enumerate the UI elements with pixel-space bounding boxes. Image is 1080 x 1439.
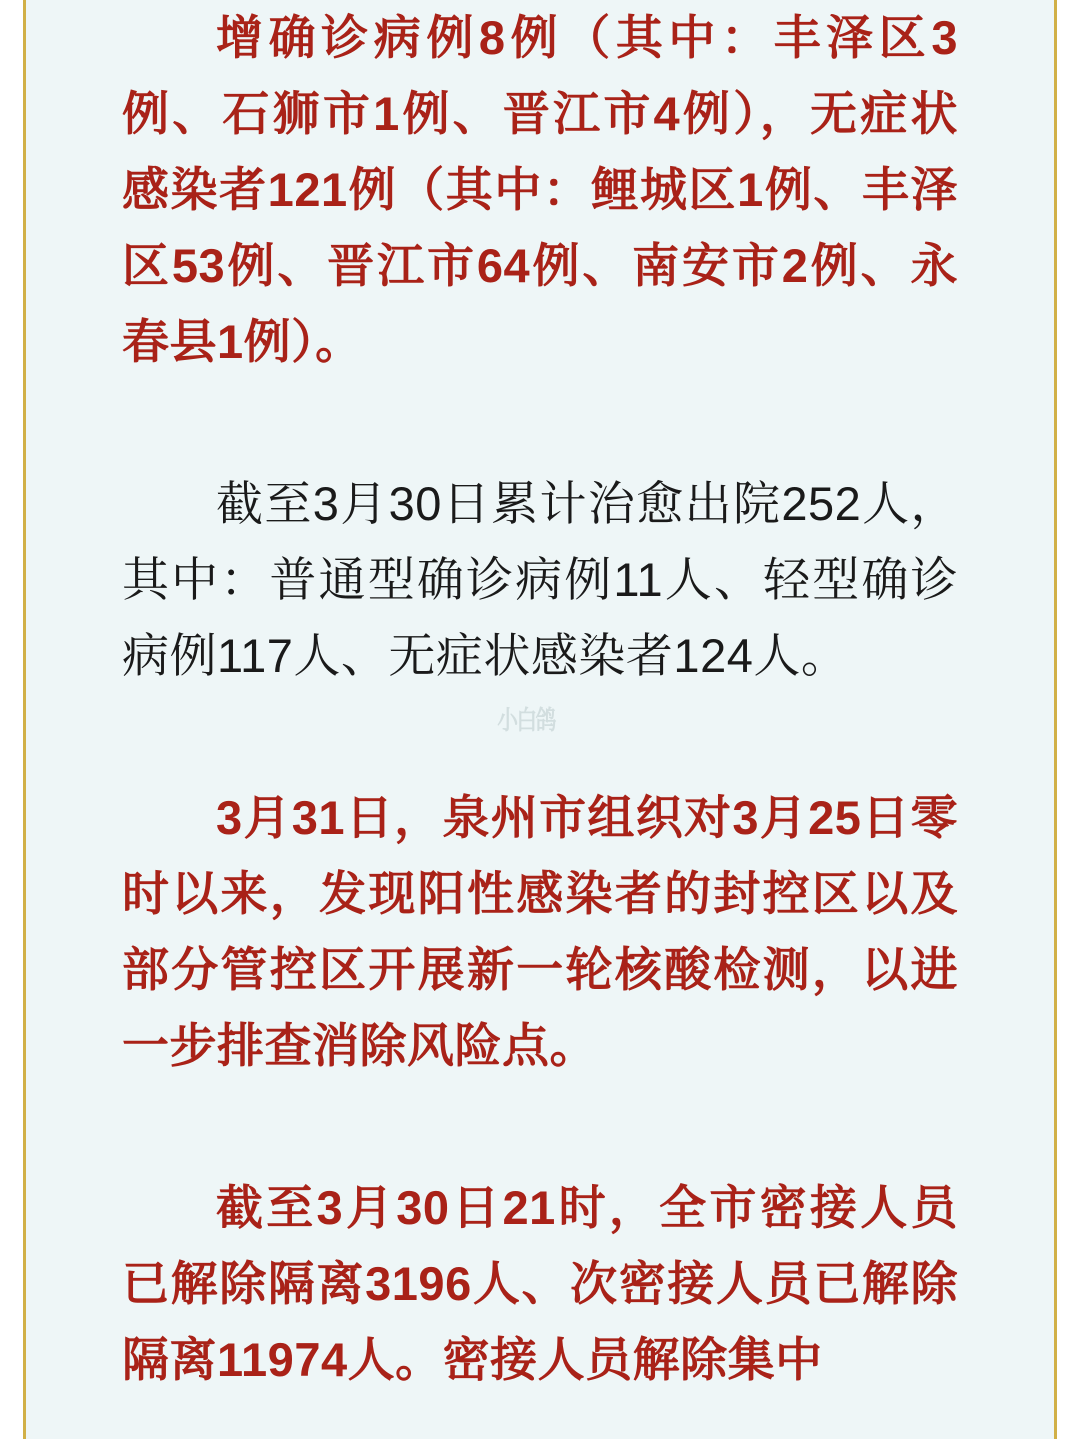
paragraph-spacer [122,1084,958,1170]
paragraph-recovered: 截至3月30日累计治愈出院252人，其中：普通型确诊病例11人、轻型确诊病例117人、无症状感染者124人。 [122,477,958,682]
paragraph-spacer [122,380,958,466]
page-right-border [1054,0,1080,1439]
paragraph-cases: 增确诊病例8例（其中：丰泽区3例、石狮市1例、晋江市4例），无症状感染者121例（其中：鲤城区1例、丰泽区53例、晋江市64例、南安市2例、永春县1例）。 [122,11,958,368]
paragraph-testing: 3月31日，泉州市组织对3月25日零时以来，发现阳性感染者的封控区以及部分管控区开展新一轮核酸检测，以进一步排查消除风险点。 [122,791,958,1072]
paragraph-quarantine: 截至3月30日21时，全市密接人员已解除隔离3196人、次密接人员已解除隔离11974人。密接人员解除集中 [122,1181,958,1386]
right-border-line [1054,0,1057,1439]
page-left-border [0,0,26,1439]
watermark: 小白鸽 [497,705,555,735]
